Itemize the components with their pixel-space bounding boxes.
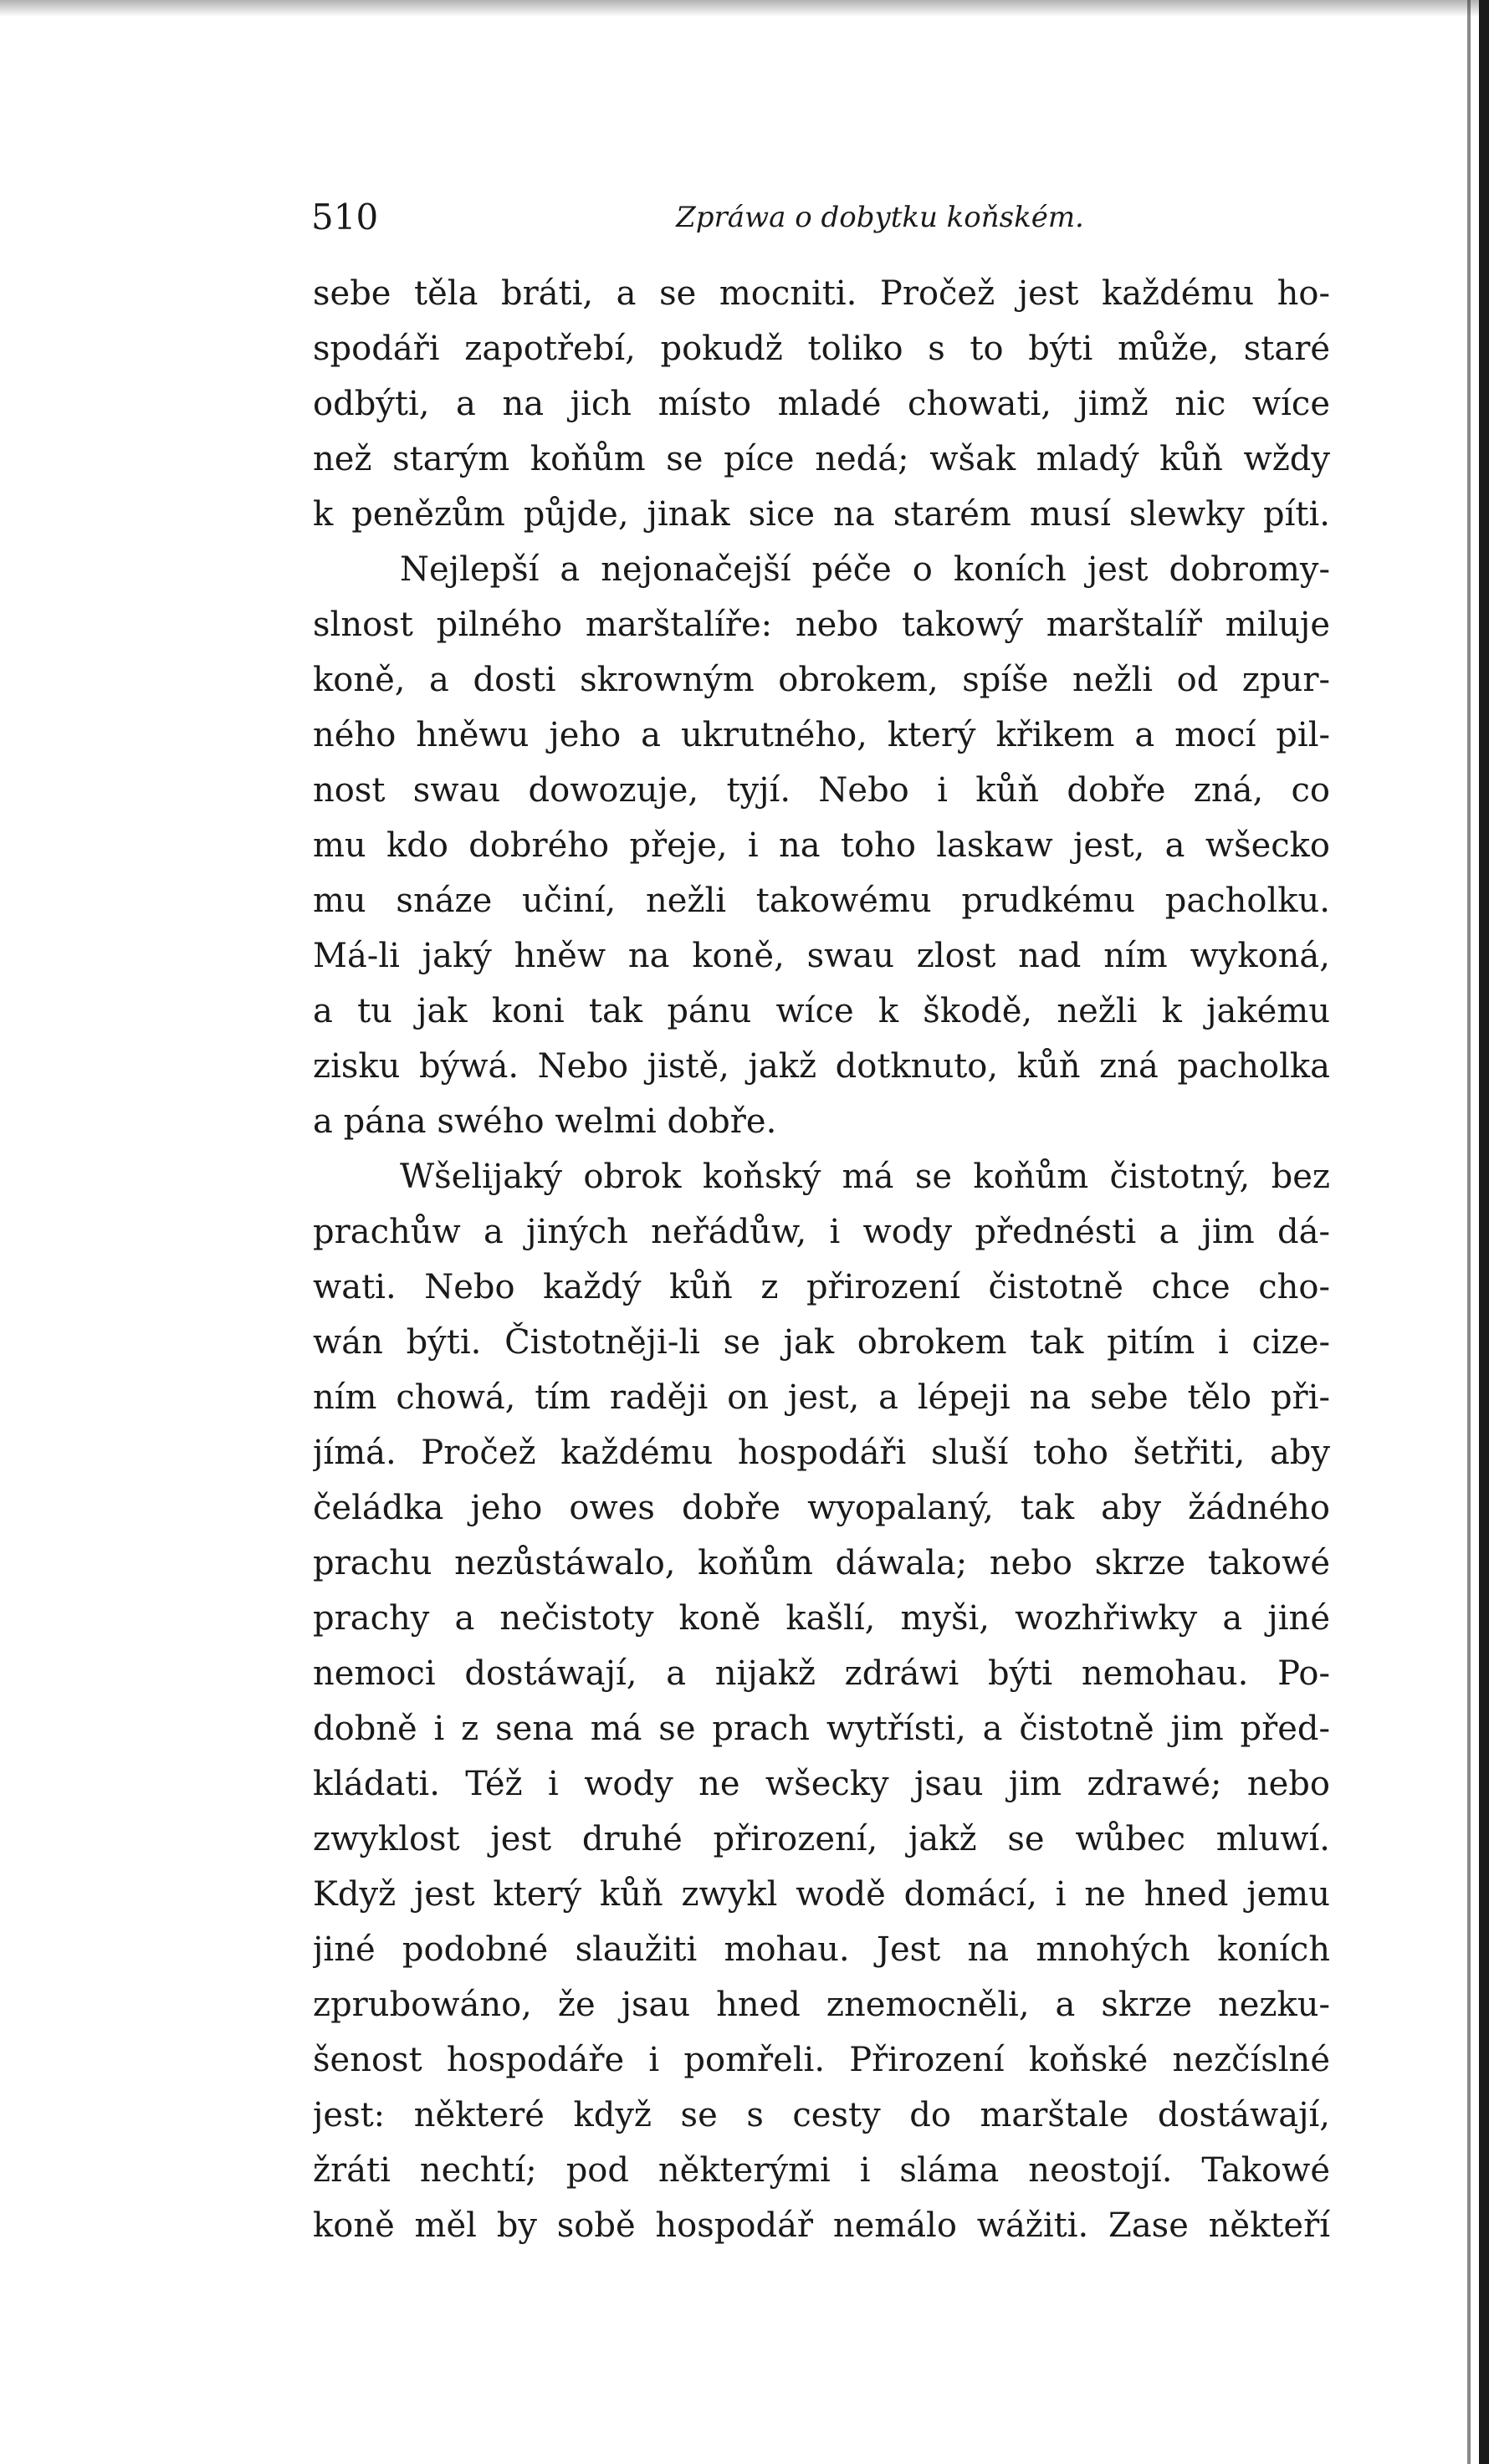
text-line: koně, a dosti skrowným obrokem, spíše nežli od zpur- [313, 661, 1330, 699]
text-line: Když jest který kůň zwykl wodě domácí, i ne hned jemu [313, 1875, 1330, 1914]
text-line: jiné podobné slaužiti mohau. Jest na mnohých koních [313, 1930, 1330, 1969]
page-number: 510 [311, 197, 379, 238]
page-header [311, 194, 1332, 244]
text-line: ním chowá, tím raději on jest, a lépeji na sebe tělo při- [313, 1378, 1330, 1417]
text-line: odbýti, a na jich místo mladé chowati, jimž nic wíce [313, 385, 1330, 423]
text-line: zisku býwá. Nebo jistě, jakž dotknuto, kůň zná pacholka [313, 1047, 1330, 1086]
text-line: prachůw a jiných neřádůw, i wody přednésti a jim dá- [313, 1213, 1330, 1251]
paragraph-last-line: a pána swého welmi dobře. [313, 1102, 777, 1141]
text-line: spodáři zapotřebí, pokudž toliko s to býti může, staré [313, 330, 1330, 368]
text-line: dobně i z sena má se prach wytřísti, a čistotně jim před- [313, 1710, 1330, 1748]
text-line: šenost hospodáře i pomřeli. Přirození koňské nezčíslné [313, 2041, 1330, 2079]
text-line: zprubowáno, že jsau hned znemocněli, a skrze nezku- [313, 1986, 1330, 2024]
text-line: wati. Nebo každý kůň z přirození čistotně chce cho- [313, 1268, 1330, 1306]
text-line: Má-li jaký hněw na koně, swau zlost nad ním wykoná, [313, 937, 1330, 975]
text-line: prachy a nečistoty koně kašlí, myši, wozhřiwky a jiné [313, 1599, 1330, 1638]
text-line: než starým koňům se píce nedá; wšak mladý kůň wždy [313, 440, 1330, 478]
text-line: mu kdo dobrého přeje, i na toho laskaw jest, a wšecko [313, 826, 1330, 865]
page-edge-right [1479, 0, 1489, 2464]
page-edge-top [0, 0, 1489, 17]
text-line: nost swau dowozuje, tyjí. Nebo i kůň dobře zná, co [313, 771, 1330, 810]
text-line: kládati. Též i wody ne wšecky jsau jim zdrawé; nebo [313, 1765, 1330, 1803]
text-line: a tu jak koni tak pánu wíce k škodě, nežli k jakému [313, 992, 1330, 1030]
text-line: k penězům půjde, jinak sice na starém musí slewky píti. [313, 495, 1330, 534]
text-line: prachu nezůstáwalo, koňům dáwala; nebo skrze takowé [313, 1544, 1330, 1582]
text-line: jímá. Pročež každému hospodáři sluší toho šetřiti, aby [313, 1434, 1330, 1472]
text-line: wán býti. Čistotněji-li se jak obrokem tak pitím i cize- [313, 1323, 1330, 1362]
text-line: koně měl by sobě hospodář nemálo wážiti. Zase někteří [313, 2206, 1330, 2245]
text-line: mu snáze učiní, nežli takowému prudkému pacholku. [313, 882, 1330, 920]
text-line: sebe těla bráti, a se mocniti. Pročež jest každému ho- [313, 274, 1330, 313]
text-line: zwyklost jest druhé přirození, jakž se wůbec mluwí. [313, 1820, 1330, 1858]
text-line: nemoci dostáwají, a nijakž zdráwi býti nemohau. Po- [313, 1654, 1330, 1693]
text-line: slnost pilného marštalíře: nebo takowý marštalíř miluje [313, 606, 1330, 644]
text-line: čeládka jeho owes dobře wyopalaný, tak aby žádného [313, 1489, 1330, 1527]
paragraph-first-line: Wšelijaký obrok koňský má se koňům čistotný, bez [400, 1158, 1330, 1196]
body-text [313, 266, 1330, 2253]
running-head: Zpráwa o dobytku koňském. [676, 201, 1084, 234]
text-line: žráti nechtí; pod některými i sláma neostojí. Takowé [313, 2151, 1330, 2190]
paragraph-first-line: Nejlepší a nejonačejší péče o koních jest dobromy- [400, 550, 1330, 589]
text-line: jest: některé když se s cesty do marštale dostáwají, [313, 2096, 1330, 2134]
page-fold-line [1467, 0, 1471, 2464]
text-line: ného hněwu jeho a ukrutného, který křikem a mocí pil- [313, 716, 1330, 754]
